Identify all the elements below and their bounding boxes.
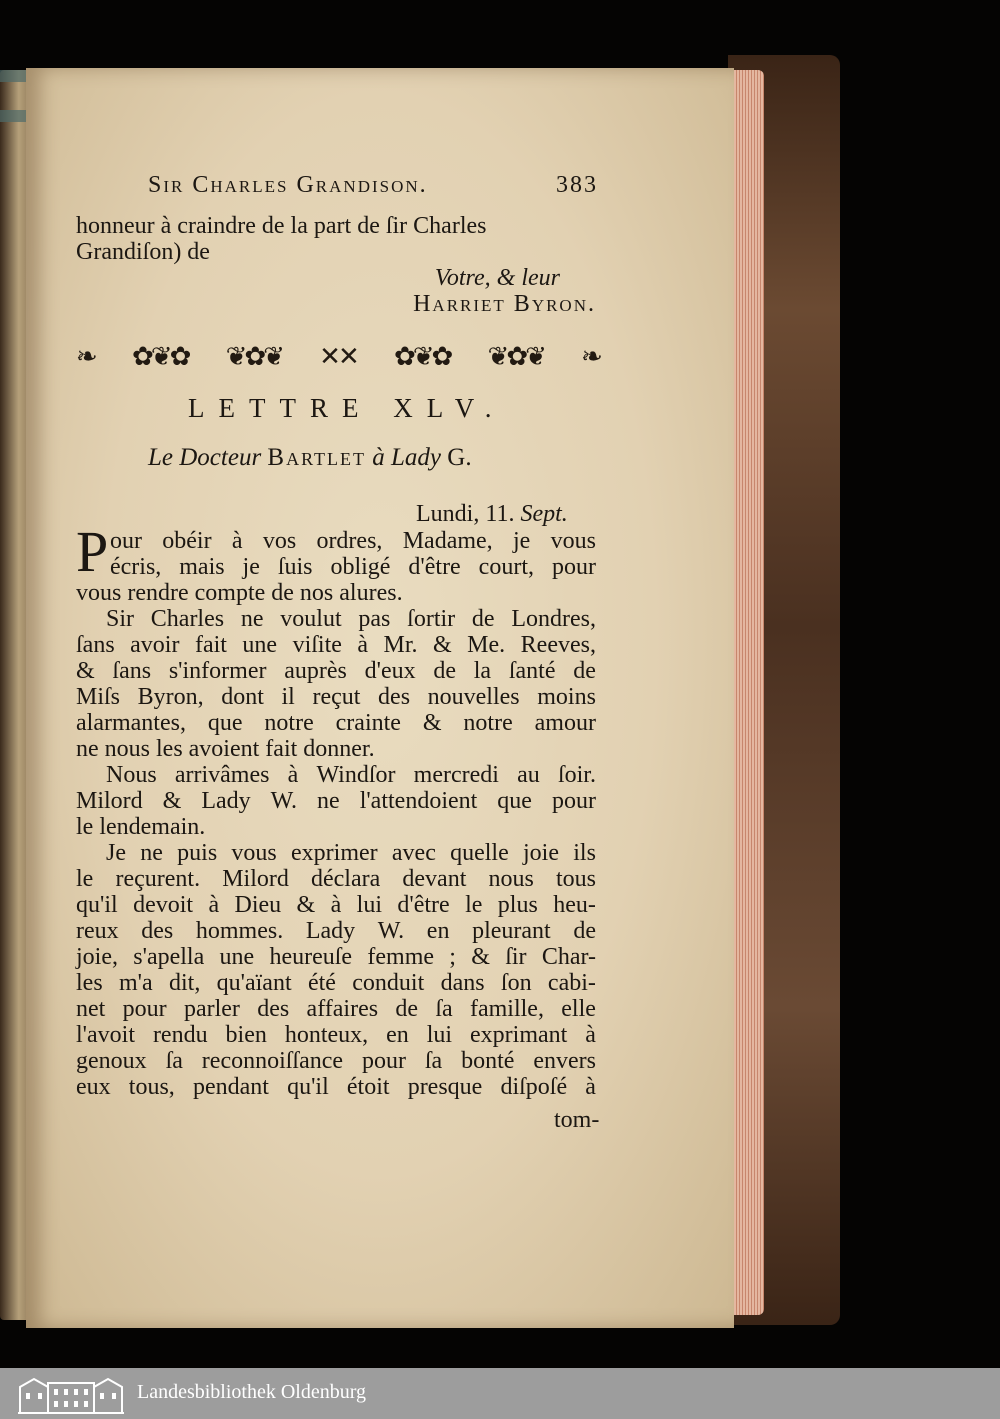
ornamental-divider	[76, 342, 600, 372]
letter-addressee: Le Docteur Bartlet à Lady G.	[148, 444, 472, 471]
letter-body	[76, 519, 596, 1100]
body-line: & ſans s'informer auprès d'eux de la ſanté de	[76, 658, 596, 684]
body-line: les m'a dit, qu'aïant été conduit dans ſon cabi-	[76, 970, 596, 996]
body-line: le reçurent. Milord déclara devant nous tous	[76, 866, 596, 892]
body-line: our obéir à vos ordres, Madame, je vous	[110, 528, 596, 554]
letter-date: Lundi, 11. Sept.	[416, 501, 568, 527]
catchword: tom-	[554, 1107, 600, 1133]
body-line: écris, mais je ſuis obligé d'être court, pour	[110, 554, 596, 580]
ornament-icon: ✕✕	[319, 342, 357, 372]
closing-line-2: Grandiſon) de	[76, 239, 210, 265]
body-line: joie, s'apella une heureuſe femme ; & ſir Char-	[76, 944, 596, 970]
page-number: 383	[556, 172, 598, 198]
body-line: ſans avoir fait une viſite à Mr. & Me. Reeves,	[76, 632, 596, 658]
body-line: alarmantes, que notre crainte & notre amour	[76, 710, 596, 736]
library-building-icon	[16, 1373, 126, 1415]
closing-line-3: Votre, & leur	[434, 265, 560, 291]
body-line: eux tous, pendant qu'il étoit presque diſpoſé à	[76, 1074, 596, 1100]
body-line: Je ne puis vous exprimer avec quelle joie ils	[106, 840, 596, 866]
signature: Harriet Byron.	[413, 291, 596, 317]
closing-line-1: honneur à craindre de la part de ſir Charles	[76, 213, 487, 239]
ornament-icon: ❧	[76, 342, 95, 372]
body-line: net pour parler des affaires de ſa famille, elle	[76, 996, 596, 1022]
body-line: l'avoit rendu bien honteux, en lui exprimant à	[76, 1022, 596, 1048]
ornament-icon: ❦✿❦	[225, 342, 282, 372]
body-line: qu'il devoit à Dieu & à lui d'être le plus heu-	[76, 892, 596, 918]
body-line: Sir Charles ne voulut pas ſortir de Londres,	[106, 606, 596, 632]
closing-block	[76, 213, 596, 317]
body-line: Miſs Byron, dont il reçut des nouvelles moins	[76, 684, 596, 710]
running-head	[148, 172, 598, 199]
footer-bar	[0, 1368, 1000, 1419]
body-line: Milord & Lady W. ne l'attendoient que pour	[76, 788, 596, 814]
body-line: vous rendre compte de nos alures.	[76, 580, 403, 606]
ornament-icon: ✿❦✿	[393, 342, 451, 372]
body-line: Nous arrivâmes à Windſor mercredi au ſoir.	[106, 762, 596, 788]
body-line: genoux ſa reconnoiſſance pour ſa bonté envers	[76, 1048, 596, 1074]
running-head-title: Sir Charles Grandison.	[148, 172, 428, 198]
library-name: Landesbibliothek Oldenburg	[137, 1381, 367, 1403]
body-line: le lendemain.	[76, 814, 206, 840]
letter-heading: LETTRE XLV.	[188, 393, 506, 423]
ornament-icon: ✿❦✿	[132, 342, 189, 372]
body-line: reux des hommes. Lady W. en pleurant de	[76, 918, 596, 944]
ornament-icon: ❧	[581, 342, 600, 372]
ornament-icon: ❦✿❦	[487, 342, 544, 372]
drop-cap: P	[76, 519, 109, 584]
body-line: ne nous les avoient fait donner.	[76, 736, 375, 762]
